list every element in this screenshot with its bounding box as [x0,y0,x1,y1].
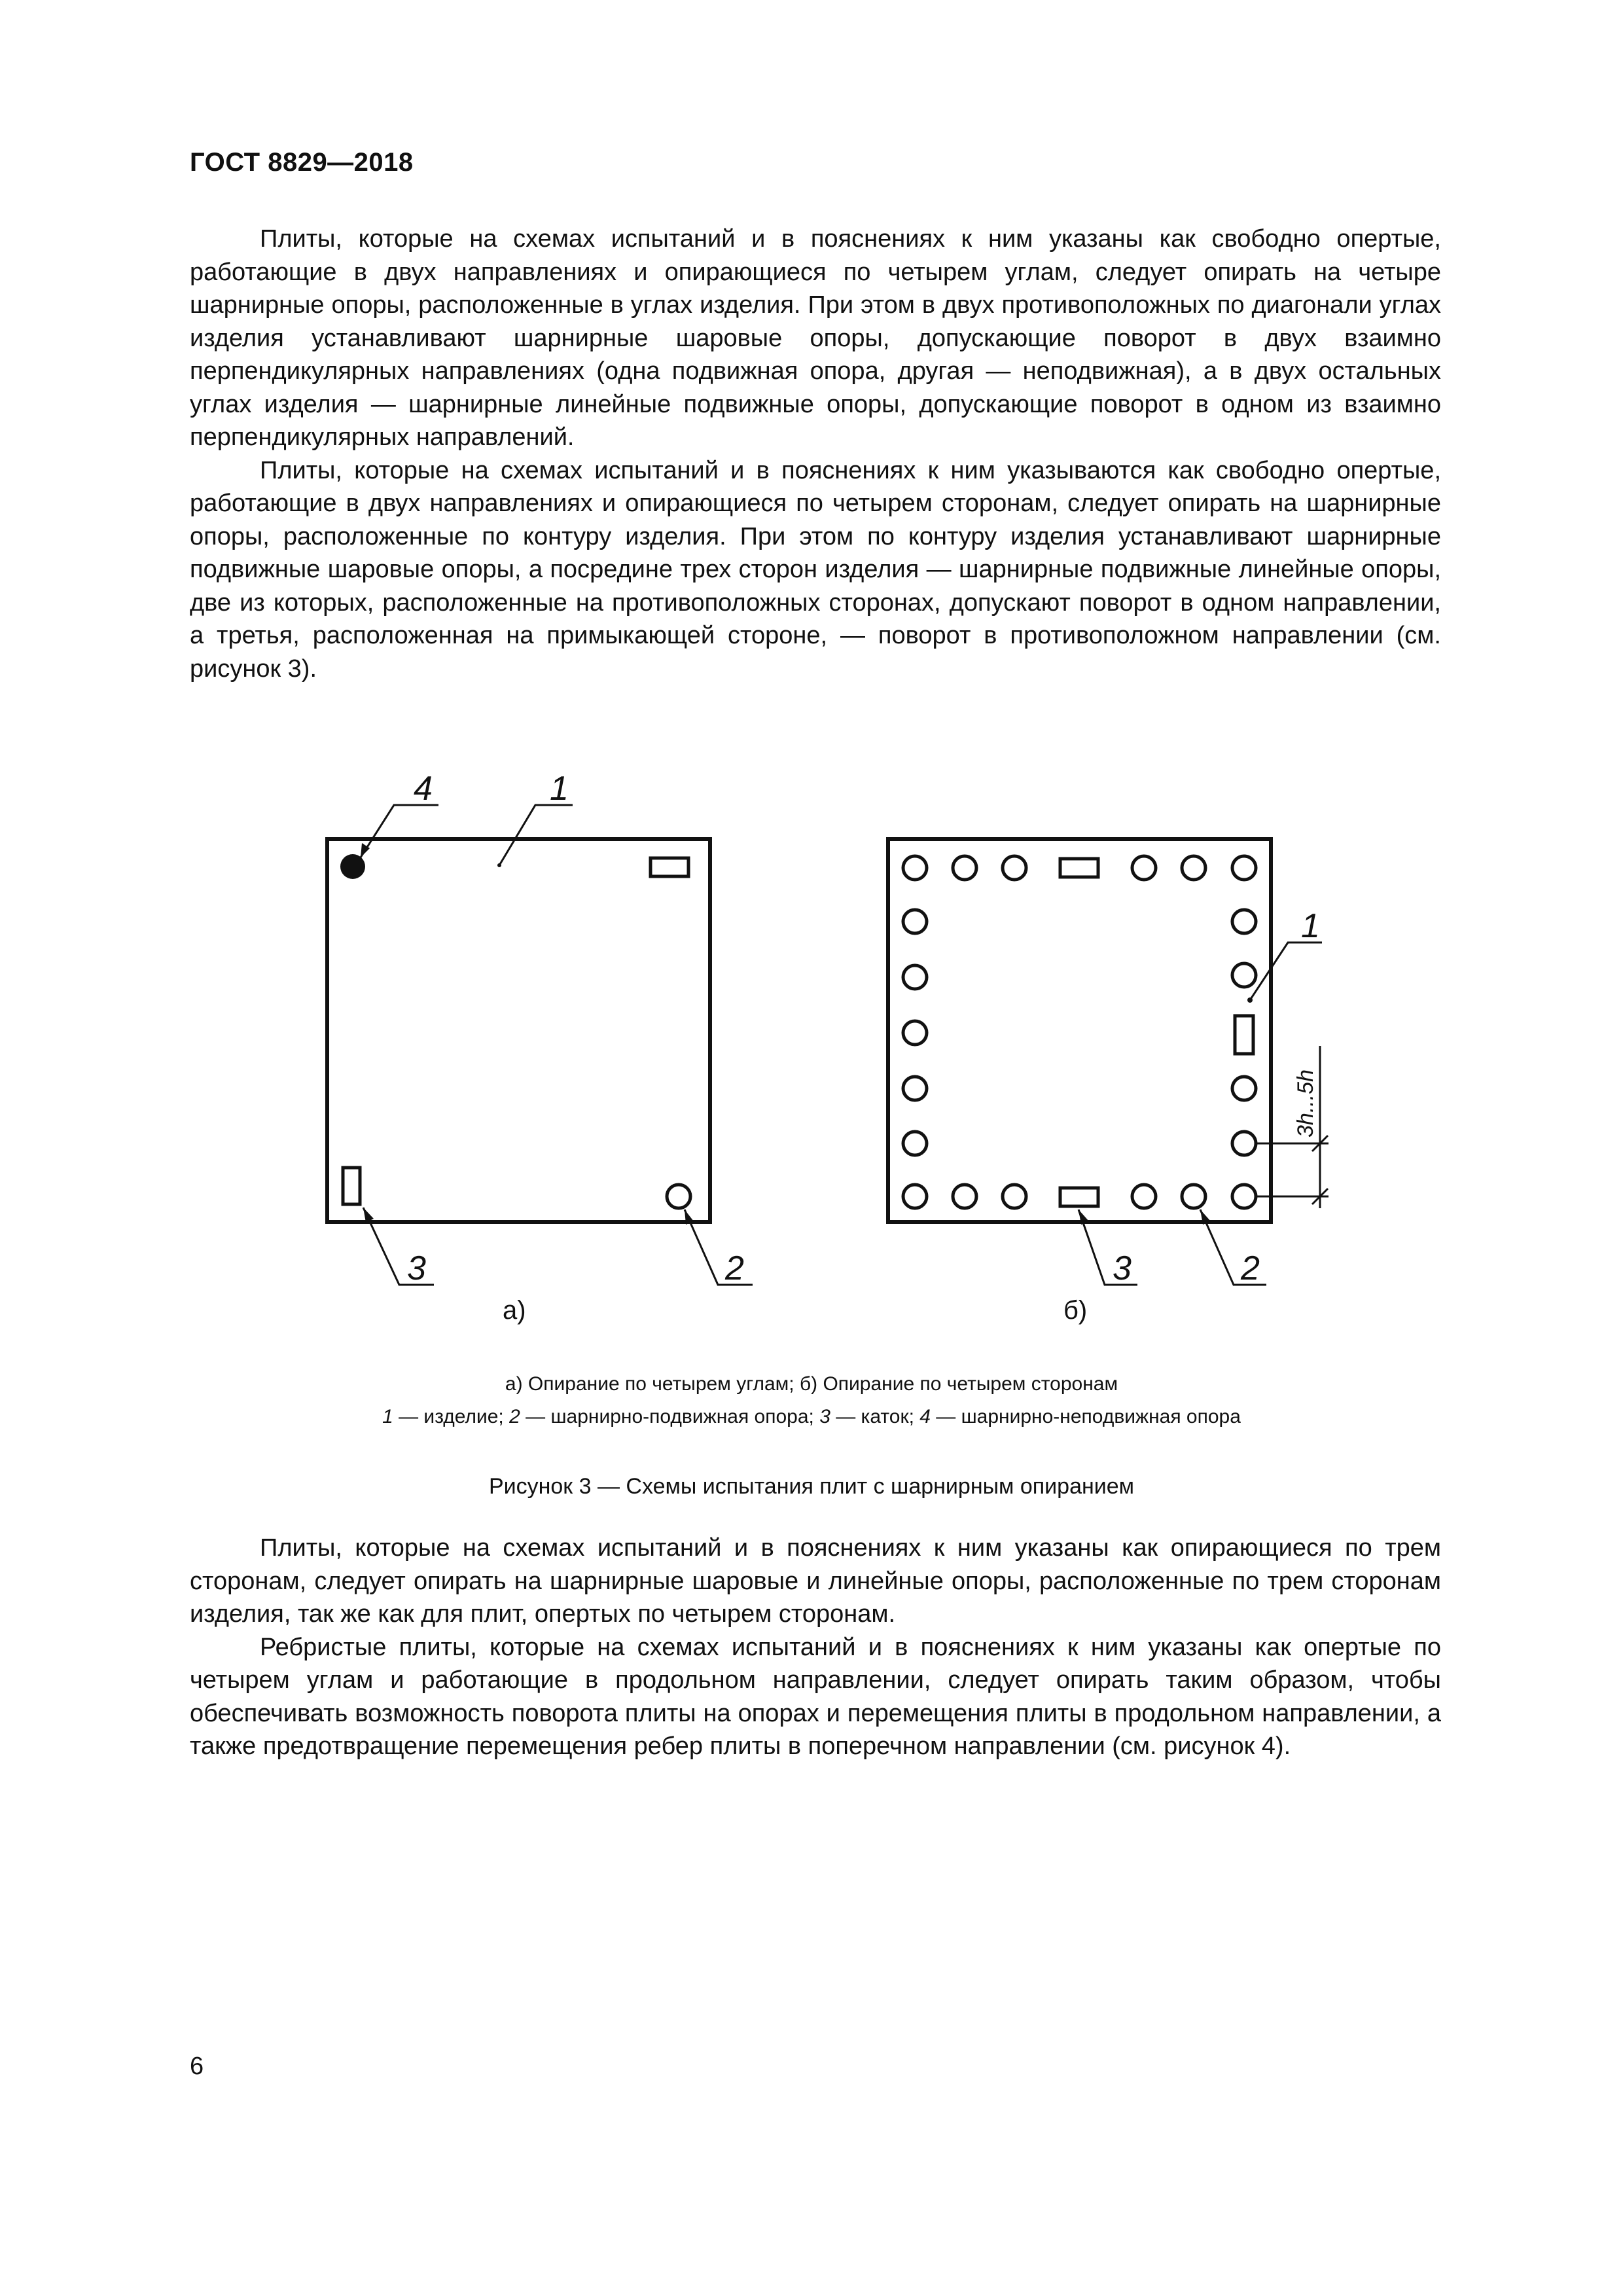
legend-num: 1 [382,1406,393,1427]
hinged-support [1132,856,1156,880]
callout-b-2: 2 [1241,1249,1260,1287]
hinged-support [1132,1185,1156,1208]
figure-title: Рисунок 3 — Схемы испытания плит с шарнирным опиранием [488,1474,1135,1499]
paragraph: Плиты, которые на схемах испытаний и в пояснениях к ним указаны как опирающиеся по трем сторонам, следует опирать на шарнирные шаровые и линейные опоры, расположенные по трем сторонам изделия, так же как для плит, опертых по четырем сторонам. [190,1534,1441,1628]
legend-text: — изделие; [393,1406,510,1427]
page-number: 6 [190,2053,204,2080]
hinged-support [1182,856,1205,880]
slab-b [888,839,1271,1222]
hinged-movable-support [667,1185,690,1208]
linear-support-right [1235,1016,1253,1054]
slab-a [327,839,710,1222]
figure-legend [0,1406,1623,1428]
hinged-support [953,856,976,880]
hinged-support [1232,856,1256,880]
document-header: ГОСТ 8829—2018 [190,148,414,177]
paragraph: Ребристые плиты, которые на схемах испытаний и в пояснениях к ним указаны как опертые по четырем углам и работающие в продольном направлении, следует опирать таким образом, чтобы обеспечивать возможность поворота плиты на опорах и перемещения плиты в продольном направлении, а также предотвращение перемещения ребер плиты в поперечном направлении (см. рисунок 4). [190,1633,1441,1760]
panel-a-label: а) [503,1296,526,1325]
text-block-after-figure [190,1532,1441,1763]
linear-support-bottom [1060,1188,1098,1206]
dimension-label: 3h...5h [1293,1069,1318,1138]
callout-2: 2 [725,1249,744,1287]
hinged-support [903,1132,927,1155]
paragraph: Плиты, которые на схемах испытаний и в пояснениях к ним указаны как свободно опертые, работающие в двух направлениях и опирающиеся по четырем углам, следует опирать на четыре шарнирные опоры, расположенные в углах изделия. При этом в двух противоположных по диагонали углах изделия устанавливают шарнирные шаровые опоры, допускающие поворот в двух взаимно перпендикулярных направлениях (одна подвижная опора, другая — неподвижная), а в двух остальных углах изделия — шарнирные линейные подвижные опоры, допускающие поворот в одном из взаимно перпендикулярных направлений. [190,225,1441,451]
roller-support-bottom-left [343,1168,360,1204]
hinged-support [1182,1185,1205,1208]
hinged-support [903,965,927,989]
hinged-support [1232,1077,1256,1100]
leader-4 [361,805,438,857]
roller-support-top-right [651,858,688,876]
legend-text: — каток; [830,1406,920,1427]
linear-support-top [1060,859,1098,877]
hinged-support [903,1021,927,1045]
hinged-support [1003,856,1026,880]
hinged-support [953,1185,976,1208]
leader-b-1-dot [1247,997,1253,1003]
legend-num: 2 [509,1406,520,1427]
hinged-support [1232,963,1256,987]
leader-1 [499,805,573,865]
legend-num: 4 [919,1406,931,1427]
callout-4: 4 [414,770,433,808]
hinged-support [903,910,927,933]
hinged-support [1232,910,1256,933]
callout-1: 1 [550,770,569,808]
hinged-support [1232,1132,1256,1155]
hinged-support [1232,1185,1256,1208]
panel-b-label: б) [1063,1296,1088,1325]
hinged-support [903,856,927,880]
callout-b-1: 1 [1301,907,1320,945]
callout-3: 3 [407,1249,426,1287]
legend-num: 3 [819,1406,830,1427]
hinged-support [903,1185,927,1208]
leader-b-1 [1250,942,1322,1000]
paragraph: Плиты, которые на схемах испытаний и в пояснениях к ним указываются как свободно опертые, работающие в двух направлениях и опирающиеся по четырем сторонам, следует опирать на шарнирные опоры, расположенные по контуру изделия. При этом по контуру изделия устанавливают шарнирные подвижные шаровые опоры, а посредине трех сторон изделия — шарнирные подвижные линейные опоры, две из которых, расположенные на противоположных сторонах, допускают поворот в одном направлении, а третья, расположенная на примыкающей стороне, — поворот в противоположном направлении (см. рисунок 3). [190,456,1441,683]
legend-text: — шарнирно-неподвижная опора [930,1406,1241,1427]
hinged-support [1003,1185,1026,1208]
figure-caption: а) Опирание по четырем углам; б) Опирание по четырем сторонам [505,1373,1118,1395]
hinged-support [903,1077,927,1100]
legend-text: — шарнирно-подвижная опора; [520,1406,820,1427]
callout-b-3: 3 [1113,1249,1132,1287]
